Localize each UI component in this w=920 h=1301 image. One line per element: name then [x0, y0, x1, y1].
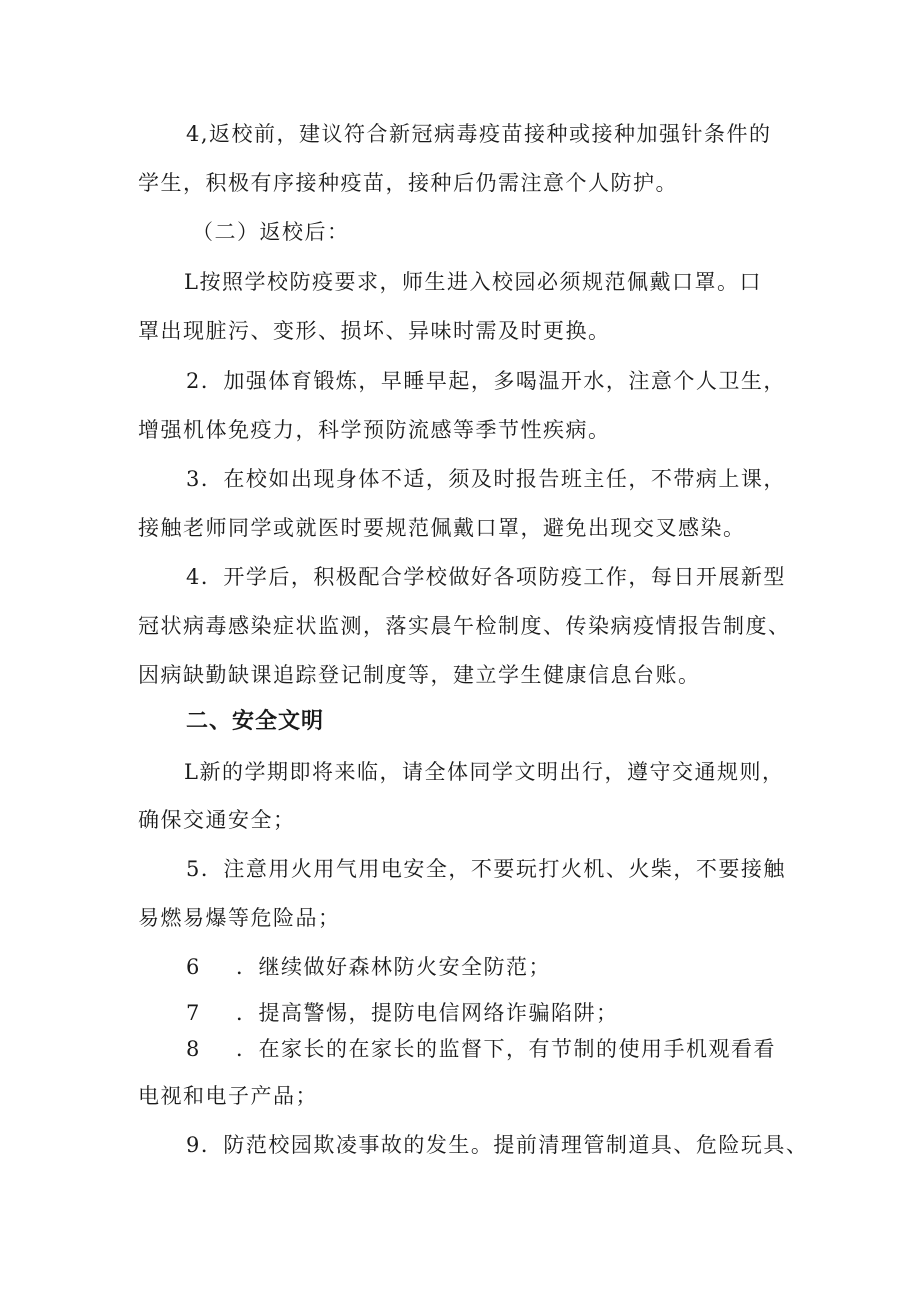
- paragraph-line: 冠状病毒感染症状监测，落实晨午检制度、传染病疫情报告制度、: [138, 614, 791, 638]
- list-text: ．提高警惕，提防电信网络诈骗陷阱；: [236, 1001, 619, 1025]
- paragraph-line: 学生，积极有序接种疫苗，接种后仍需注意个人防护。: [138, 171, 678, 195]
- paragraph-line: [186, 999, 619, 1027]
- paragraph-line: 2．加强体育锻炼，早睡早起，多喝温开水，注意个人卫生，: [186, 369, 786, 393]
- paragraph-line: L新的学期即将来临，请全体同学文明出行，遵守交通规则，: [184, 760, 785, 784]
- paragraph-line: 4,返校前，建议符合新冠病毒疫苗接种或接种加强针条件的: [186, 122, 772, 146]
- list-number: 8: [186, 1037, 201, 1061]
- section-heading: 二、安全文明: [186, 709, 325, 734]
- list-text: ．在家长的在家长的监督下，有节制的使用手机观看看: [236, 1037, 776, 1061]
- paragraph-line: 因病缺勤缺课追踪登记制度等，建立学生健康信息台账。: [138, 663, 701, 687]
- paragraph-line: 3．在校如出现身体不适，须及时报告班主任，不带病上课，: [186, 467, 786, 491]
- paragraph-line: 易燃易爆等危险品；: [138, 906, 341, 930]
- paragraph-line: 增强机体免疫力，科学预防流感等季节性疾病。: [138, 418, 611, 442]
- paragraph-line: 电视和电子产品；: [138, 1084, 318, 1108]
- paragraph-line: [186, 1035, 776, 1063]
- paragraph-line: 确保交通安全；: [138, 808, 296, 832]
- list-number: 6: [186, 955, 201, 979]
- paragraph-line: 9．防范校园欺凌事故的发生。提前清理管制道具、危险玩具、: [186, 1133, 809, 1157]
- paragraph-line: 4．开学后，积极配合学校做好各项防疫工作，每日开展新型: [186, 565, 786, 589]
- paragraph-line: 罩出现脏污、变形、损坏、异味时需及时更换。: [138, 319, 611, 343]
- paragraph-line: L按照学校防疫要求，师生进入校园必须规范佩戴口罩。口: [184, 270, 762, 294]
- list-text: ．继续做好森林防火安全防范；: [236, 955, 551, 979]
- paragraph-line: [186, 953, 551, 981]
- paragraph-line: 5．注意用火用气用电安全，不要玩打火机、火柴，不要接触: [186, 857, 786, 881]
- section-subtitle: （二）返校后：: [192, 220, 350, 244]
- list-number: 7: [186, 1001, 201, 1025]
- paragraph-line: 接触老师同学或就医时要规范佩戴口罩，避免出现交叉感染。: [138, 516, 746, 540]
